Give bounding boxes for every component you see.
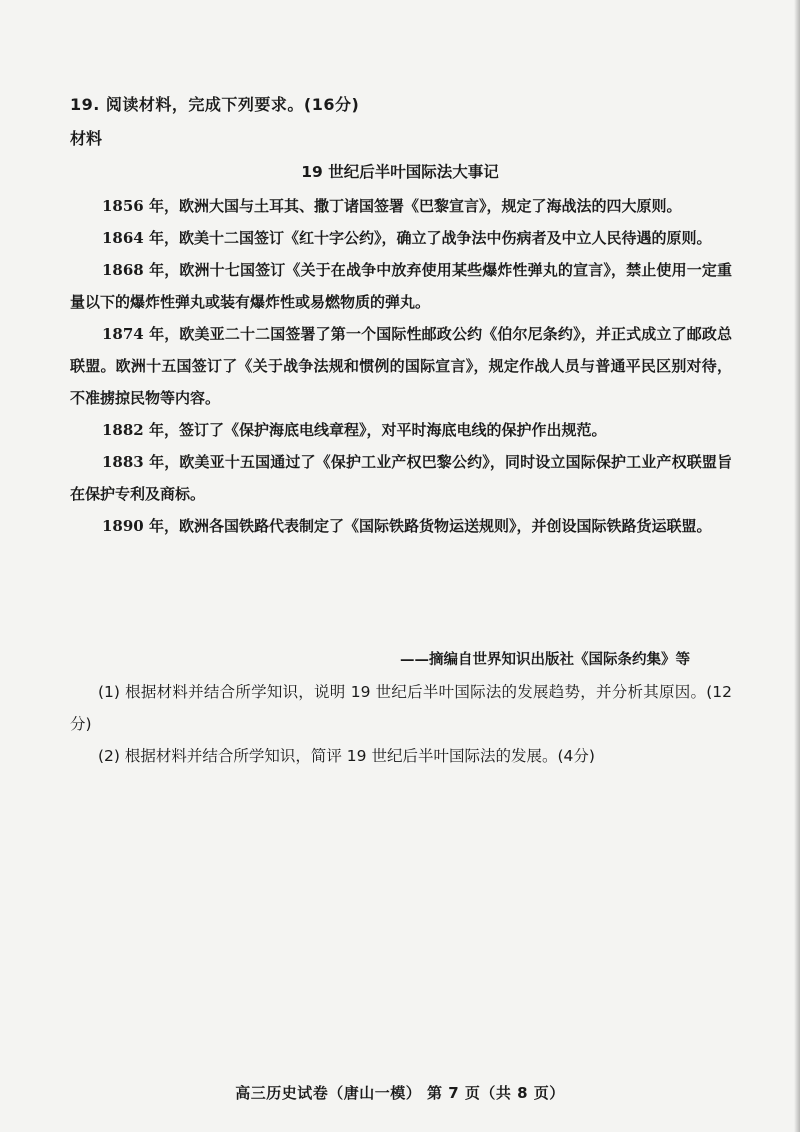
event-item-1882: 1882 年，签订了《保护海底电线章程》，对平时海底电线的保护作出规范。 (102, 421, 607, 439)
page-footer: 高三历史试卷（唐山一模） 第 7 页（共 8 页） (235, 1084, 565, 1102)
subquestion-list (70, 676, 732, 772)
event-item-1864: 1864 年，欧美十二国签订《红十字公约》，确立了战争法中伤病者及中立人民待遇的原则。 (102, 229, 712, 247)
question-title: 19. 阅读材料，完成下列要求。(16分) (70, 95, 360, 114)
event-item-1874: 1874 年，欧美亚二十二国签署了第一个国际性邮政公约《伯尔尼条约》，并正式成立了邮政总联盟。欧洲十五国签订了《关于战争法规和惯例的国际宣言》，规定作战人员与普通平民区别对待，不准掳掠民物等内容。 (70, 325, 732, 407)
material-heading: 19 世纪后半叶国际法大事记 (301, 163, 499, 181)
subquestion-2: (2) 根据材料并结合所学知识，简评 19 世纪后半叶国际法的发展。(4分) (98, 747, 595, 765)
event-item-1856: 1856 年，欧洲大国与土耳其、撒丁诸国签署《巴黎宣言》，规定了海战法的四大原则。 (102, 197, 682, 215)
subquestion-1: (1) 根据材料并结合所学知识，说明 19 世纪后半叶国际法的发展趋势，并分析其原因。(12分) (70, 683, 732, 733)
event-item-1883: 1883 年，欧美亚十五国通过了《保护工业产权巴黎公约》，同时设立国际保护工业产权联盟旨在保护专利及商标。 (70, 453, 732, 503)
event-item-1890: 1890 年，欧洲各国铁路代表制定了《国际铁路货物运送规则》，并创设国际铁路货运联盟。 (102, 517, 712, 535)
event-list (70, 190, 732, 542)
material-label: 材料 (70, 129, 103, 148)
scan-edge-shadow (794, 0, 800, 1132)
event-item-1868: 1868 年，欧洲十七国签订《关于在战争中放弃使用某些爆炸性弹丸的宣言》，禁止使用一定重量以下的爆炸性弹丸或装有爆炸性或易燃物质的弹丸。 (70, 261, 732, 311)
material-source: ——摘编自世界知识出版社《国际条约集》等 (400, 651, 690, 668)
